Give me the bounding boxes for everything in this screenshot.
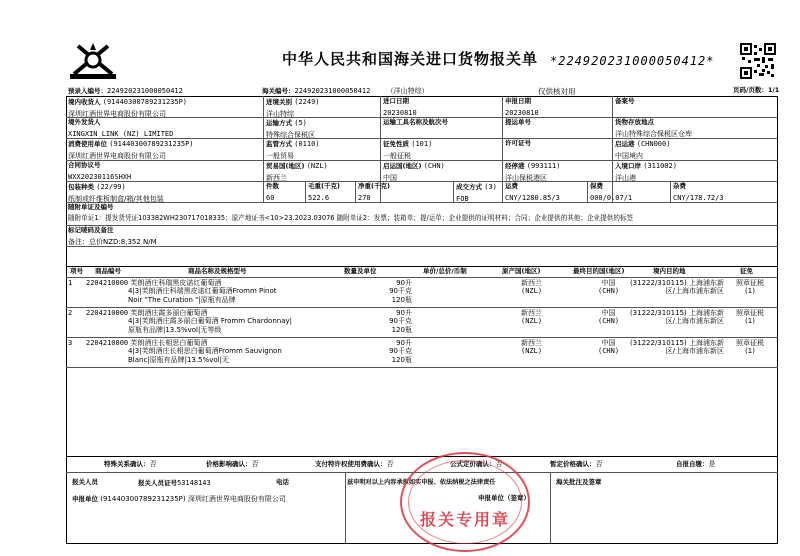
royalty-confirm: 支付特许权使用费确认：否 (315, 460, 394, 468)
goods-row-1-qty: 90升 90千克 120瓶 (389, 279, 412, 304)
col-origin: 原产国(地区) (502, 267, 541, 275)
goods-row-1-details: 2204210000 芙朗酒庄科瑞黑皮诺红葡萄酒 4|3|芙朗酒庄科瑞黑皮诺红葡萄酒Fromm Pinot Noir "The Curation "|原瓶有品牌 (86, 279, 277, 304)
vessel-label: 运输工具名称及航次号 (383, 118, 448, 126)
declaring-unit: 申报单位 (91440300789231235P) 深圳红酒世界电商股份有限公司 (72, 495, 286, 503)
goods-row-2-exempt: 照章征税 (1) (736, 309, 764, 326)
entry-port-field: 进境关别 (2249) 洋山特综 (266, 98, 320, 118)
col-price: 单价/总价/币制 (423, 267, 467, 275)
goods-row-2-origin: 新西兰 (NZL) (521, 309, 543, 326)
goods-row-3-dest: 中国 (CHN) (598, 339, 620, 356)
gross-weight-field: 毛重(千克) 522.6 (308, 182, 340, 202)
entry-place-field: 入境口岸 (311002) 洋山港 (615, 162, 677, 182)
marks-remarks: 标记唛码及备注 备注：总价NZD:8,352 N/M (68, 226, 157, 246)
goods-row-1-origin: 新西兰 (NZL) (521, 279, 543, 296)
special-relation-confirm: 特殊关系确认：否 (104, 460, 157, 468)
tax-nature-field: 征免性质 (101) 一般征税 (383, 140, 433, 160)
customs-number: 海关编号：224920231000050412 （洋山特综） (262, 87, 429, 95)
unit-seal-label: 申报单位（签章） (478, 494, 530, 502)
shipper-field: 境外发货人 XINGXIN LINK (NZ) LIMITED (68, 118, 174, 138)
misc-fee-field: 杂费 CNY/178.72/3 (673, 182, 724, 202)
col-hs-code: 商品编号 (95, 267, 121, 275)
provisional-price-confirm: 暂定价格确认：否 (550, 460, 603, 468)
goods-row-3-details: 2204210000 芙朗酒庄长相思白葡萄酒 4|3|芙朗酒庄长相思白葡萄酒Fromm Sauvignon Blanc|原瓶有品牌|13.5%vol|无 (86, 339, 282, 364)
goods-row-1-dest: 中国 (CHN) (598, 279, 620, 296)
phone-label: 电话 (276, 478, 289, 486)
via-port-field: 经停港 (993111) 洋山保税港区 (505, 162, 561, 182)
col-quantity: 数量及单位 (344, 267, 377, 275)
customs-emblem-icon (68, 40, 118, 82)
consignee-field: 境内收货人 (91440300789231235P) 深圳红酒世界电商股份有限公司 (68, 98, 188, 118)
col-domestic-dest: 境内目的地 (653, 267, 686, 275)
goods-row-3-qty: 90升 90千克 120瓶 (389, 339, 412, 364)
trade-country-field: 贸易国(地区) (NZL) 新西兰 (266, 162, 328, 182)
license-label: 许可证号 (505, 139, 531, 147)
self-pay-confirm: 自报自缴：是 (676, 460, 716, 468)
attached-documents: 随附单证及编号 随附单证1：提发货凭证103382WH230717018335；原产地证书<10>23.2023.03076 随附单证2：发票；装箱单；提/运单；企业提供的证明材料；合同；企业提供的其他；企业提供的标签 (68, 203, 634, 222)
pre-entry-number: 预录入编号：224920231000050412 (68, 87, 183, 95)
declarant-label: 报关人员 (72, 478, 98, 486)
goods-row-2-domestic: (31222/310115) 上海浦东新 区/上海市浦东新区 (629, 309, 724, 326)
goods-row-3-exempt: 照章征税 (1) (736, 339, 764, 356)
package-field: 包装种类 (22/99) 纸制或纤维板制盒/箱/其他包装 (68, 183, 164, 203)
stamp-text: 报关专用章 (420, 510, 511, 529)
freight-field: 运费 CNY/1280.85/3 (505, 182, 560, 202)
storage-field: 货物存放地点 洋山特殊综合保税区仓库 (615, 118, 692, 138)
supervision-field: 监管方式 (0110) 一般贸易 (266, 140, 320, 160)
qr-code-icon (740, 43, 776, 79)
goods-row-2-dest: 中国 (CHN) (598, 309, 620, 326)
goods-row: 2 (68, 309, 73, 317)
departure-port-field: 启运港 (CHN000) 中国境内 (615, 140, 671, 160)
page-info: 页码/页数：1/1 (733, 86, 780, 94)
record-number-label: 备案号 (615, 97, 635, 105)
goods-row-1-domestic: (31222/310115) 上海浦东新 区/上海市浦东新区 (629, 279, 724, 296)
origin-country-field: 启运国(地区) (CHN) 中国 (383, 162, 445, 182)
col-item-no: 项号 (70, 267, 83, 275)
document-title: 中华人民共和国海关进口货物报关单 (282, 50, 539, 68)
legal-statement: 兹申明对以上内容承担如实申报、依法纳税之法律责任 (347, 479, 496, 486)
goods-row-1-exempt: 照章征税 (1) (736, 279, 764, 296)
customs-seal-inner-ring (408, 460, 522, 544)
col-exemption: 征免 (740, 267, 753, 275)
goods-row-2-qty: 90升 90千克 120瓶 (389, 309, 412, 334)
deal-mode-field: 成交方式 (3) FOB (456, 183, 497, 203)
import-date-field: 进口日期 20230810 (383, 97, 417, 117)
declarant-cert: 报关人员证号53148143 (138, 479, 211, 487)
contract-field: 合同协议号 WXX20230116SHXH (68, 161, 132, 181)
formula-price-confirm: 公式定价确认：否 (450, 460, 503, 468)
transport-field: 运输方式 (5) 特殊综合保税区 (266, 119, 315, 139)
goods-row-3-domestic: (31222/310115) 上海浦东新 区/上海市浦东新区 (629, 339, 724, 356)
barcode-number: *224920231000050412* (550, 54, 715, 68)
price-impact-confirm: 价格影响确认：否 (206, 460, 259, 468)
customs-remark-label: 海关批注及签章 (556, 478, 602, 486)
goods-row: 1 (68, 279, 73, 287)
goods-row-3-origin: 新西兰 (NZL) (521, 339, 543, 356)
goods-row-2-details: 2204210000 芙朗酒庄霞多丽白葡萄酒 4|3|芙朗酒庄霞多丽白葡萄酒 Fromm Chardonnay| 原瓶有品牌|13.5%vol|无等级 (86, 309, 292, 334)
col-destination: 最终目的国(地区) (573, 267, 625, 275)
declare-date-field: 申报日期 20230810 (505, 97, 539, 117)
verification-notice: 仅供核对用 (538, 87, 576, 96)
net-weight-field: 净重(千克) 270 (358, 182, 390, 202)
goods-row: 3 (68, 339, 73, 347)
insurance-field: 保费 000/0.07/1 (590, 182, 633, 202)
bill-of-lading-label: 提运单号 (505, 118, 531, 126)
consumer-field: 消费使用单位 (91440300789231235P) 深圳红酒世界电商股份有限公司 (68, 140, 194, 160)
col-goods-name: 商品名称及规格型号 (188, 267, 247, 275)
pieces-field: 件数 60 (266, 182, 279, 202)
